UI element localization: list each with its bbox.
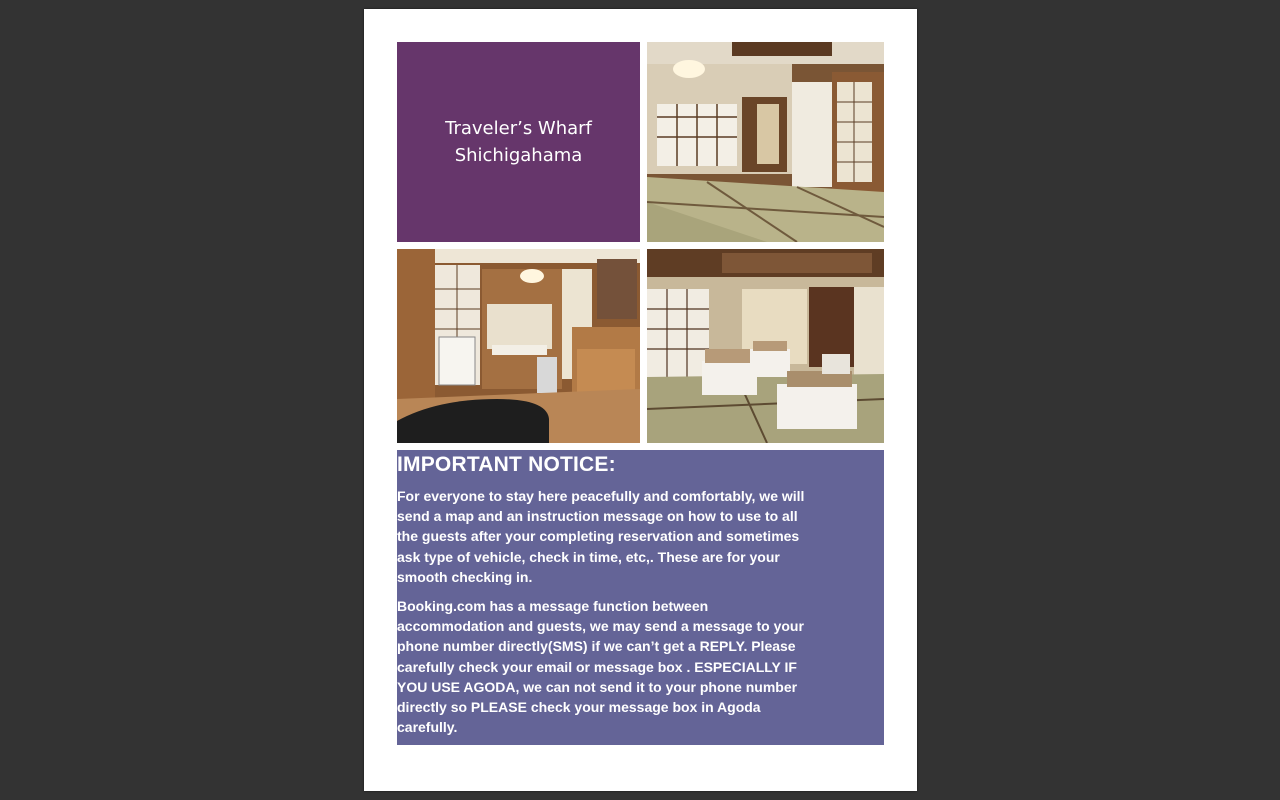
futon-room-photo bbox=[647, 249, 884, 443]
notice-paragraph-2: Booking.com has a message function between accommodation and guests, we may send a message to your phone number directly(SMS) if we can’t get a REPLY. Please carefully check your email or message box . ESPECIALLY IF YOU USE AGODA, we can not send it to your phone number directly so PLEASE check your message box in Agoda carefully. bbox=[397, 598, 804, 736]
title-block bbox=[397, 42, 640, 242]
futon-room-photo-icon bbox=[647, 249, 884, 443]
living-room-photo-icon bbox=[397, 249, 640, 443]
title-line-2: Shichigahama bbox=[454, 145, 583, 166]
living-room-photo bbox=[397, 249, 640, 443]
notice-heading: IMPORTANT NOTICE: bbox=[397, 453, 616, 476]
notice-paragraph-1: For everyone to stay here peacefully and comfortably, we will send a map and an instruction message on how to use to all the guests after your completing reservation and sometimes ask type of vehicle, check in time, etc,. These are for your smooth checking in. bbox=[397, 488, 805, 585]
tatami-room-photo bbox=[647, 42, 884, 242]
title-line-1: Traveler’s Wharf bbox=[445, 118, 592, 139]
tatami-room-photo-icon bbox=[647, 42, 884, 242]
document-page bbox=[364, 9, 917, 791]
important-notice bbox=[397, 450, 884, 745]
